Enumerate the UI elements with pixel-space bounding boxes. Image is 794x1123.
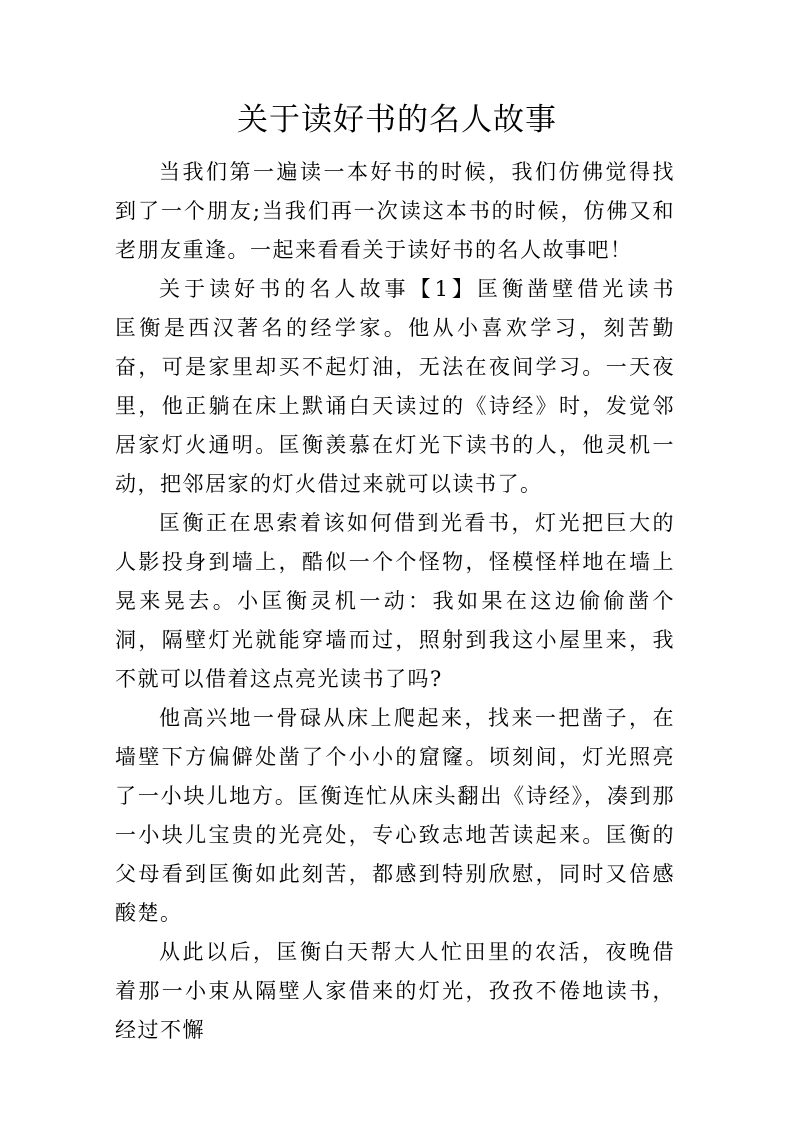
paragraph-story-4: 从此以后，匡衡白天帮大人忙田里的农活，夜晚借着那一小束从隔壁人家借来的灯光，孜孜不倦地读书，经过不懈 [115, 940, 675, 1042]
document-body [115, 153, 720, 1050]
paragraph-intro: 当我们第一遍读一本好书的时候，我们仿佛觉得找到了一个朋友;当我们再一次读这本书的时候，仿佛又和老朋友重逢。一起来看看关于读好书的名人故事吧！ [115, 160, 675, 262]
document-title: 关于读好书的名人故事 [237, 102, 557, 138]
paragraph-story-3: 他高兴地一骨碌从床上爬起来，找来一把凿子，在墙壁下方偏僻处凿了个小小的窟窿。顷刻间，灯光照亮了一小块儿地方。匡衡连忙从床头翻出《诗经》，凑到那一小块儿宝贵的光亮处，专心致志地苦读起来。匡衡的父母看到匡衡如此刻苦，都感到特别欣慰，同时又倍感酸楚。 [115, 706, 675, 925]
paragraph-story-heading: 关于读好书的名人故事【1】匡衡凿壁借光读书 匡衡是西汉著名的经学家。他从小喜欢学习，刻苦勤奋，可是家里却买不起灯油，无法在夜间学习。一天夜里，他正躺在床上默诵白天读过的《诗经》时，发觉邻居家灯火通明。匡衡羡慕在灯光下读书的人，他灵机一动，把邻居家的灯火借过来就可以读书了。 [115, 277, 720, 496]
paragraph-story-2: 匡衡正在思索着该如何借到光看书，灯光把巨大的人影投身到墙上，酷似一个个怪物，怪模怪样地在墙上晃来晃去。小匡衡灵机一动：我如果在这边偷偷凿个洞，隔壁灯光就能穿墙而过，照射到我这小屋里来，我不就可以借着这点亮光读书了吗? [115, 511, 675, 691]
